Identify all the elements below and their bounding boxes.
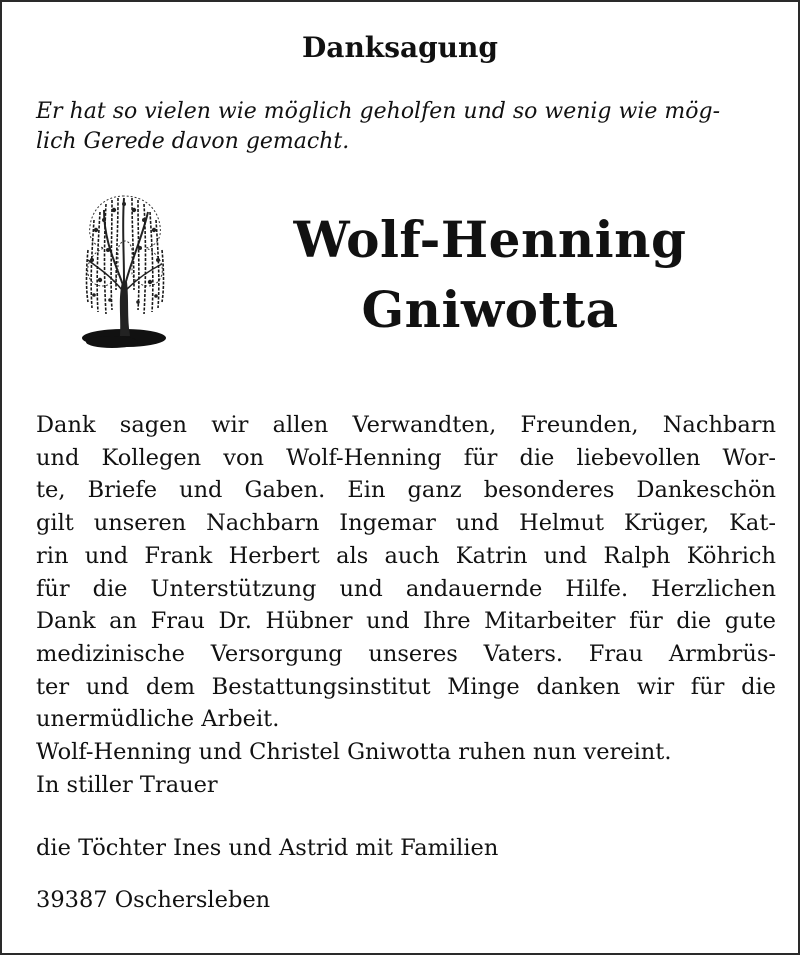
thanks-text [36,409,776,801]
location-line: 39387 Oschersleben [36,887,271,913]
body-line: Dank sagen wir allen Verwandten, Freunden, Nachbarn [36,412,776,438]
body-line: und Kollegen von Wolf-Henning für die liebevollen Wor- [36,444,776,471]
weeping-willow-icon [74,190,174,360]
quote-line: lich Gerede davon gemacht. [36,129,350,154]
quote-line: Er hat so vielen wie möglich geholfen und so wenig wie mög- [36,99,720,124]
body-line: gilt unseren Nachbarn Ingemar und Helmut Krüger, Kat- [36,510,776,537]
memorial-quote [36,97,776,157]
name-line: Gniwotta [361,280,619,339]
body-line: rin und Frank Herbert als auch Katrin und Ralph Köhrich [36,542,776,569]
body-line: ter und dem Bestattungsinstitut Minge danken wir für die [36,673,776,700]
body-line: In stiller Trauer [36,771,218,798]
name-line: Wolf-Henning [293,210,687,269]
body-line: Dank an Frau Dr. Hübner und Ihre Mitarbeiter für die gute [36,608,776,635]
notice-heading: Danksagung [302,31,498,64]
body-line: unermüdliche Arbeit. [36,706,280,733]
body-line: für die Unterstützung und andauernde Hilfe. Herzlichen [36,575,776,602]
body-line: medizinische Versorgung unseres Vaters. Frau Armbrüs- [36,640,776,667]
body-line: te, Briefe und Gaben. Ein ganz besonderes Dankeschön [36,477,776,504]
body-line: Wolf-Henning und Christel Gniwotta ruhen nun vereint. [36,739,672,766]
family-signature: die Töchter Ines und Astrid mit Familien [36,835,499,861]
deceased-name [220,205,760,345]
